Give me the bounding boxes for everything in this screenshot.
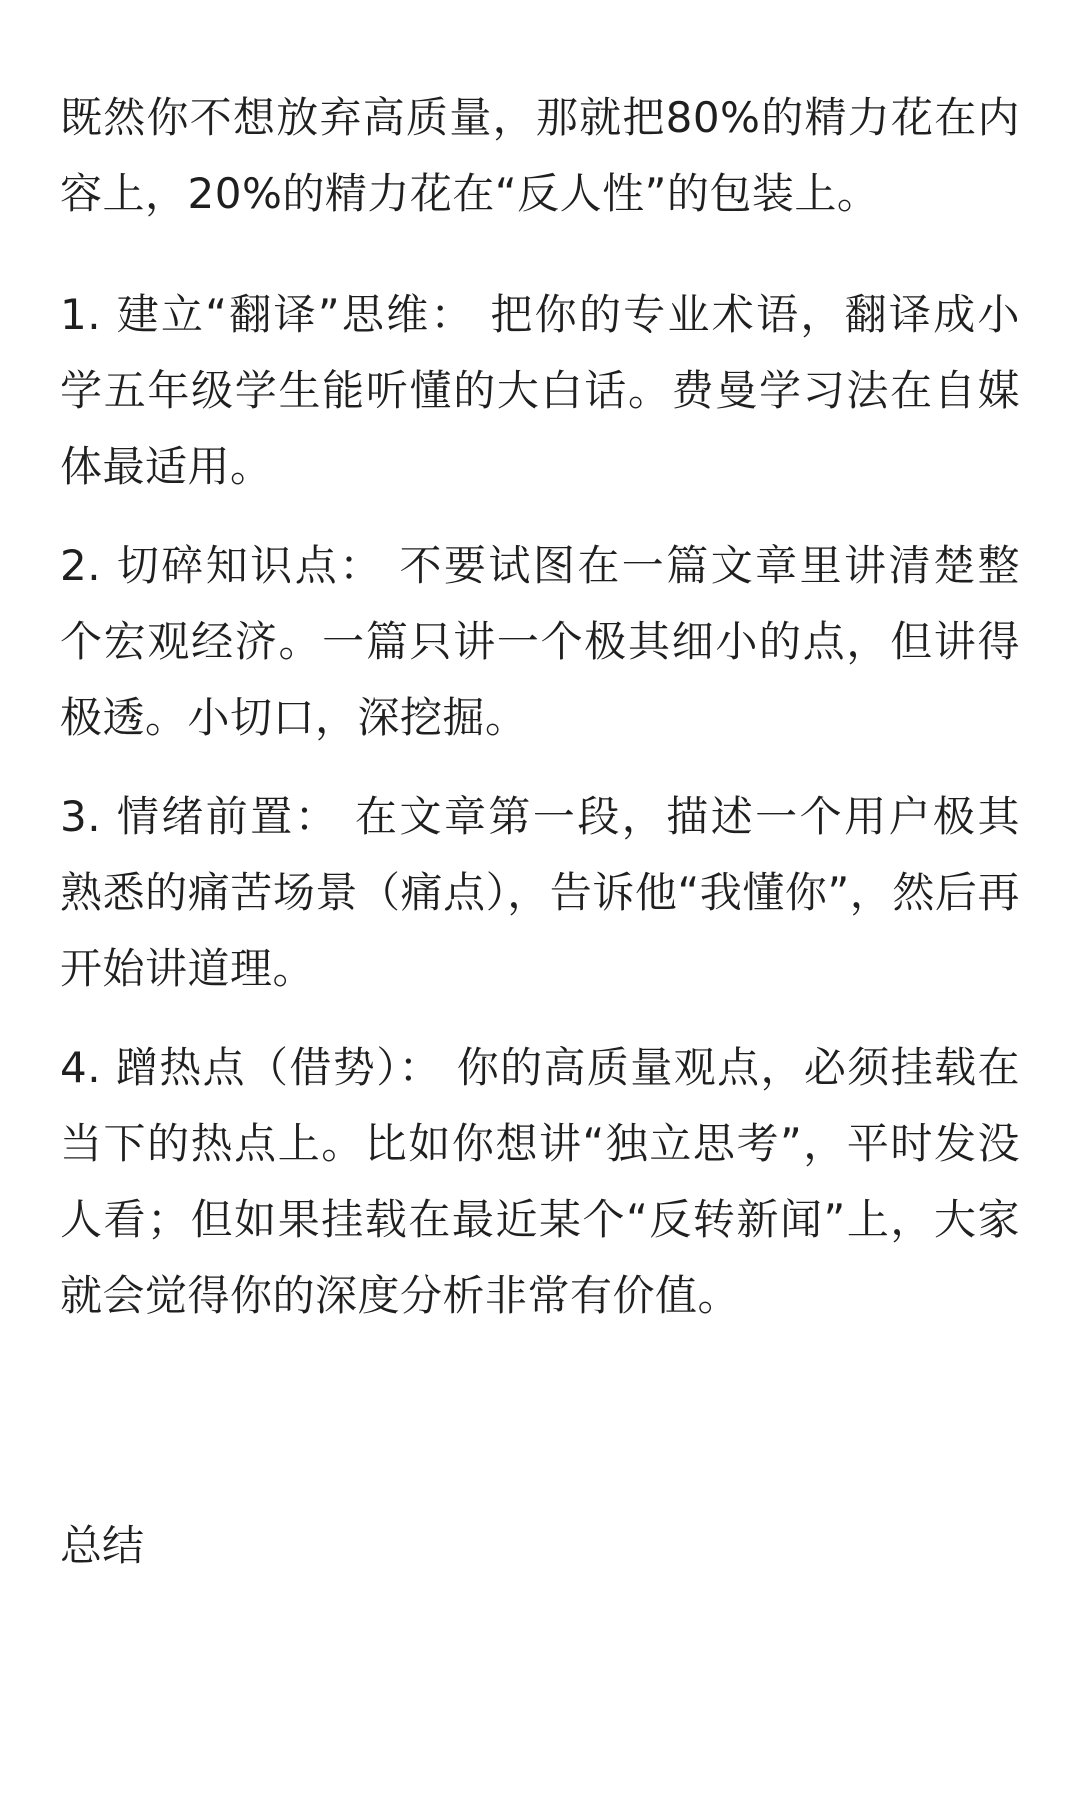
article-body bbox=[60, 80, 1020, 1334]
list-item: 3. 情绪前置： 在文章第一段，描述一个用户极其熟悉的痛苦场景（痛点），告诉他“我懂你”，然后再开始讲道理。 bbox=[60, 792, 1020, 993]
section-heading: 总结 bbox=[60, 1521, 145, 1570]
intro-paragraph: 既然你不想放弃高质量，那就把80%的精力花在内容上，20%的精力花在“反人性”的包装上。 bbox=[60, 93, 1020, 218]
list-item: 2. 切碎知识点： 不要试图在一篇文章里讲清楚整个宏观经济。一篇只讲一个极其细小的点，但讲得极透。小切口，深挖掘。 bbox=[60, 541, 1020, 742]
list-item: 1. 建立“翻译”思维： 把你的专业术语，翻译成小学五年级学生能听懂的大白话。费曼学习法在自媒体最适用。 bbox=[60, 290, 1020, 491]
list-item: 4. 蹭热点（借势）： 你的高质量观点，必须挂载在当下的热点上。比如你想讲“独立思考”，平时发没人看；但如果挂载在最近某个“反转新闻”上，大家就会觉得你的深度分析非常有价值。 bbox=[60, 1043, 1020, 1320]
